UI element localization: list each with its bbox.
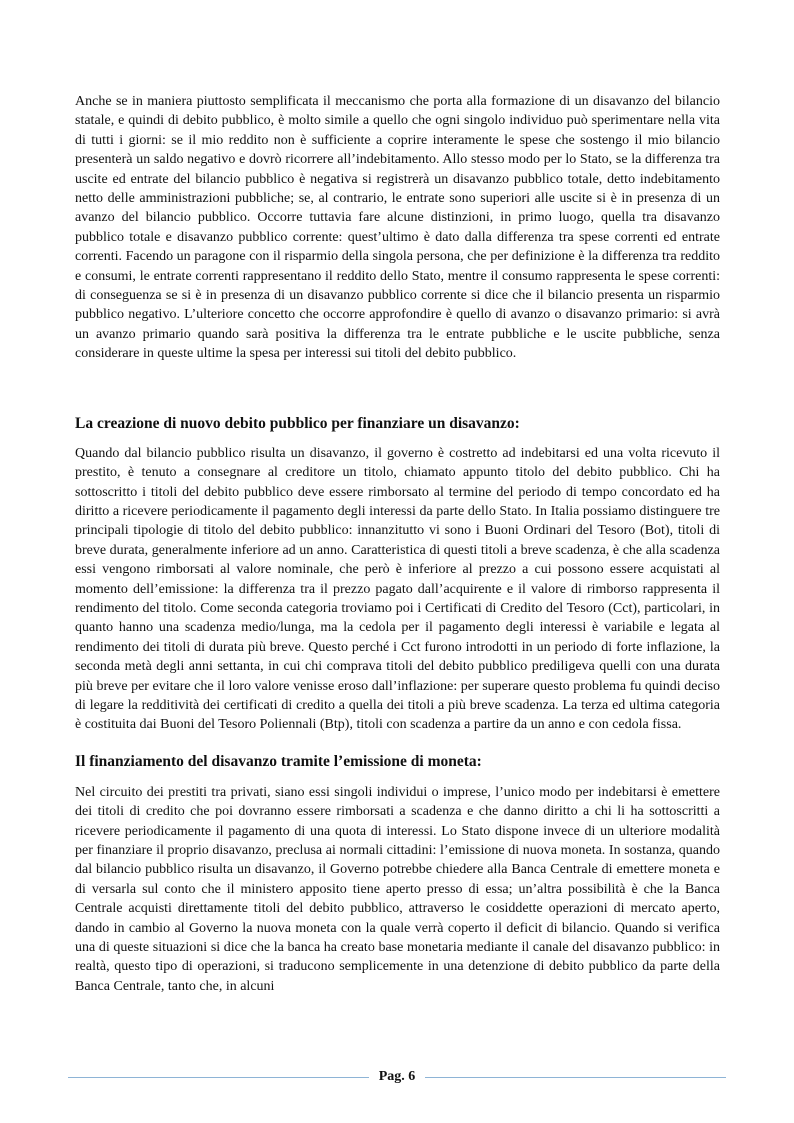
page-number: Pag. 6 bbox=[378, 1069, 416, 1084]
paragraph-emissione-moneta: Nel circuito dei prestiti tra privati, siano essi singoli individui o imprese, l’unico modo per indebitarsi è emettere dei titoli di credito che poi dovranno essere rimborsati a scadenza e che danno diritto a chi li ha sottoscritti a ricevere periodicamente il pagamento di una quota di interessi. Lo Stato dispone invece di un ulteriore modalità per finanziare il proprio disavanzo, preclusa ai normali cittadini: l’emissione di nuova moneta. In sostanza, quando dal bilancio pubblico risulta un disavanzo, il Governo potrebbe chiedere alla Banca Centrale di emettere moneta e di versarla sul conto che il ministero apposito tiene aperto presso di essa; un’altra possibilità è che la Banca Centrale acquisti direttamente titoli del debito pubblico, attraverso le cosiddette operazioni di mercato aperto, dando in cambio al Governo la nuova moneta con la quale verrà coperto il deficit di bilancio. Quando si verifica una di queste situazioni si dice che la banca ha creato base monetaria mediante il canale del disavanzo pubblico: in realtà, questo tipo di operazioni, si traducono semplicemente in una detenzione di debito pubblico da parte della Banca Centrale, tanto che, in alcuni bbox=[75, 784, 720, 994]
paragraph-debito-pubblico: Quando dal bilancio pubblico risulta un disavanzo, il governo è costretto ad indebitarsi ed una volta ricevuto il prestito, è tenuto a consegnare al creditore un titolo, chiamato appunto titolo del debito pubblico. Chi ha sottoscritto i titoli del debito pubblico deve essere rimborsato al termine del periodo di tempo concordato ed ha diritto a ricevere periodicamente il pagamento degli interessi da parte dello Stato. In Italia possiamo distinguere tre principali tipologie di titolo del debito pubblico: innanzitutto vi sono i Buoni Ordinari del Tesoro (Bot), titoli di breve durata, generalmente inferiore ad un anno. Caratteristica di questi titoli a breve scadenza, è che alla scadenza essi vengono rimborsati al valore nominale, che però è inferiore al prezzo a cui possono essere acquistati al momento dell’emissione: la differenza tra il prezzo pagato dall’acquirente e il valore di rimborso rappresenta il rendimento del titolo. Come seconda categoria troviamo poi i Certificati di Credito del Tesoro (Cct), particolari, in quanto hanno una scadenza medio/lunga, ma la cedola per il pagamento degli interessi è variabile e legata al rendimento dei titoli di durata più breve. Questo perché i Cct furono introdotti in un periodo di forte inflazione, la seconda metà degli anni settanta, in cui chi comprava titoli del debito pubblico prediligeva quelli con una durata più breve per evitare che il loro valore venisse eroso dall’inflazione: per superare questo problema fu quindi deciso di legare la redditività dei certificati di credito a quella dei titoli a più breve scadenza. La terza ed ultima categoria è costituita dai Buoni del Tesoro Poliennali (Btp), titoli con scadenza a partire da un anno e con cedola fissa. bbox=[75, 445, 720, 733]
page-content bbox=[75, 92, 720, 996]
heading-debito-pubblico: La creazione di nuovo debito pubblico per finanziare un disavanzo: bbox=[75, 414, 520, 432]
paragraph-intro: Anche se in maniera piuttosto semplificata il meccanismo che porta alla formazione di un disavanzo del bilancio statale, e quindi di debito pubblico, è molto simile a quello che ogni singolo individuo può sperimentare nella vita di tutti i giorni: se il mio reddito non è sufficiente a coprire interamente le spese che sostengo il mio bilancio presenterà un saldo negativo e dovrò ricorrere all’indebitamento. Allo stesso modo per lo Stato, se la differenza tra uscite ed entrate del bilancio pubblico è negativa si registrerà un disavanzo pubblico totale, detto indebitamento netto delle amministrazioni pubbliche; se, al contrario, le entrate sono superiori alle uscite si è in presenza di un avanzo del bilancio pubblico. Occorre tuttavia fare alcune distinzioni, in primo luogo, quella tra disavanzo pubblico totale e disavanzo pubblico corrente: quest’ultimo è dato dalla differenza tra spese correnti ed entrate correnti. Facendo un paragone con il risparmio della singola persona, che per definizione è la differenza tra reddito e consumi, le entrate correnti rappresentano il reddito dello Stato, mentre il consumo rappresenta le spese correnti: di conseguenza se si è in presenza di un disavanzo pubblico corrente si dice che il bilancio presenta un risparmio pubblico negativo. L’ulteriore concetto che occorre approfondire è quello di avanzo o disavanzo primario: si avrà un avanzo primario quando sarà positiva la differenza tra le entrate pubbliche e le uscite pubbliche, senza considerare in queste ultime la spesa per interessi sui titoli del debito pubblico. bbox=[75, 94, 720, 362]
footer-rule-left bbox=[68, 1077, 369, 1078]
footer-rule-right bbox=[425, 1077, 726, 1078]
heading-emissione-moneta: Il finanziamento del disavanzo tramite l’emissione di moneta: bbox=[75, 752, 482, 770]
page-footer bbox=[68, 1066, 726, 1088]
